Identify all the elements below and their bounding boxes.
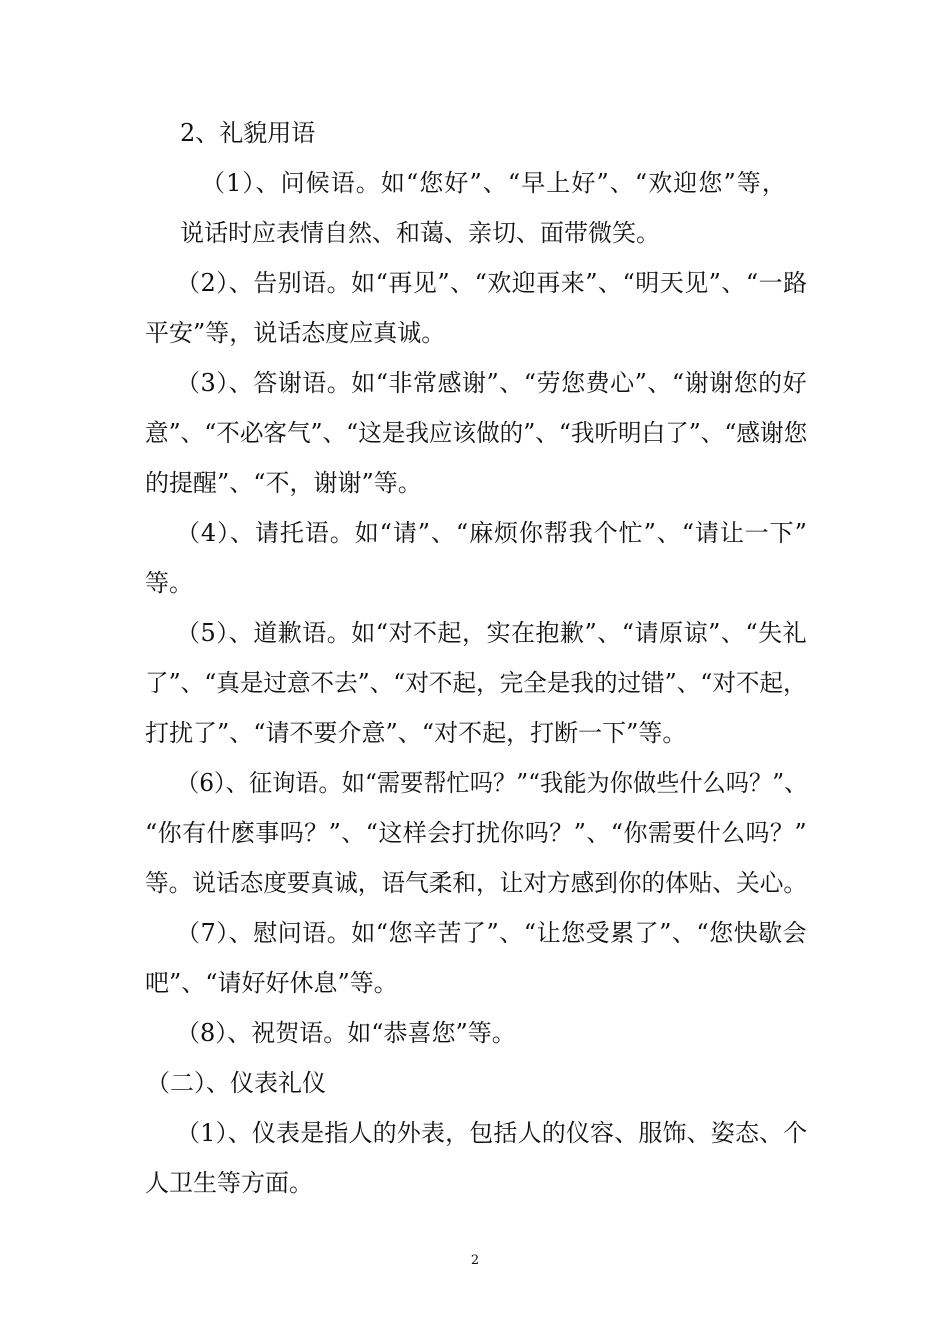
paragraph-thanks-line-2: 意”、“不必客气”、“这是我应该做的”、“我听明白了”、“感谢您	[145, 419, 808, 447]
paragraph-request-line-1: （4）、请托语。如“请”、“麻烦你帮我个忙”、“请让一下”	[176, 519, 808, 547]
paragraph-request-line-2: 等。	[145, 569, 193, 597]
paragraph-thanks-line-1: （3）、答谢语。如“非常感谢”、“劳您费心”、“谢谢您的好	[176, 369, 808, 397]
paragraph-thanks-line-3: 的提醒”、“不，谢谢”等。	[145, 469, 422, 497]
paragraph-farewell-line-2: 平安”等，说话态度应真诚。	[145, 319, 446, 347]
paragraph-comfort-line-2: 吧”、“请好好休息”等。	[145, 969, 398, 997]
paragraph-appearance-line-1: （1）、仪表是指人的外表，包括人的仪容、服饰、姿态、个	[176, 1119, 808, 1147]
paragraph-congratulation-line-1: （8）、祝贺语。如“恭喜您”等。	[176, 1019, 516, 1047]
paragraph-apology-line-1: （5）、道歉语。如“对不起，实在抱歉”、“请原谅”、“失礼	[176, 619, 808, 647]
paragraph-inquiry-line-1: （6）、征询语。如“需要帮忙吗？”“我能为你做些什么吗？”、	[176, 769, 808, 797]
section-heading-appearance-etiquette: （二）、仪表礼仪	[146, 1069, 326, 1097]
paragraph-appearance-line-2: 人卫生等方面。	[145, 1169, 313, 1197]
section-heading-courtesy-language: 2、礼貌用语	[180, 119, 316, 147]
page-number: 2	[470, 1253, 480, 1268]
paragraph-inquiry-line-3: 等。说话态度要真诚，语气柔和，让对方感到你的体贴、关心。	[145, 869, 807, 897]
paragraph-inquiry-line-2: “你有什麽事吗？”、“这样会打扰你吗？”、“你需要什么吗？”	[145, 819, 808, 847]
paragraph-apology-line-3: 打扰了”、“请不要介意”、“对不起，打断一下”等。	[145, 719, 687, 747]
paragraph-apology-line-2: 了”、“真是过意不去”、“对不起，完全是我的过错”、“对不起，	[145, 669, 807, 697]
paragraph-greeting-line-1: （1）、问候语。如“您好”、“早上好”、“欢迎您”等，	[201, 169, 787, 197]
paragraph-greeting-line-2: 说话时应表情自然、和蔼、亲切、面带微笑。	[180, 219, 660, 247]
paragraph-comfort-line-1: （7）、慰问语。如“您辛苦了”、“让您受累了”、“您快歇会	[176, 919, 808, 947]
paragraph-farewell-line-1: （2）、告别语。如“再见”、“欢迎再来”、“明天见”、“一路	[176, 269, 808, 297]
